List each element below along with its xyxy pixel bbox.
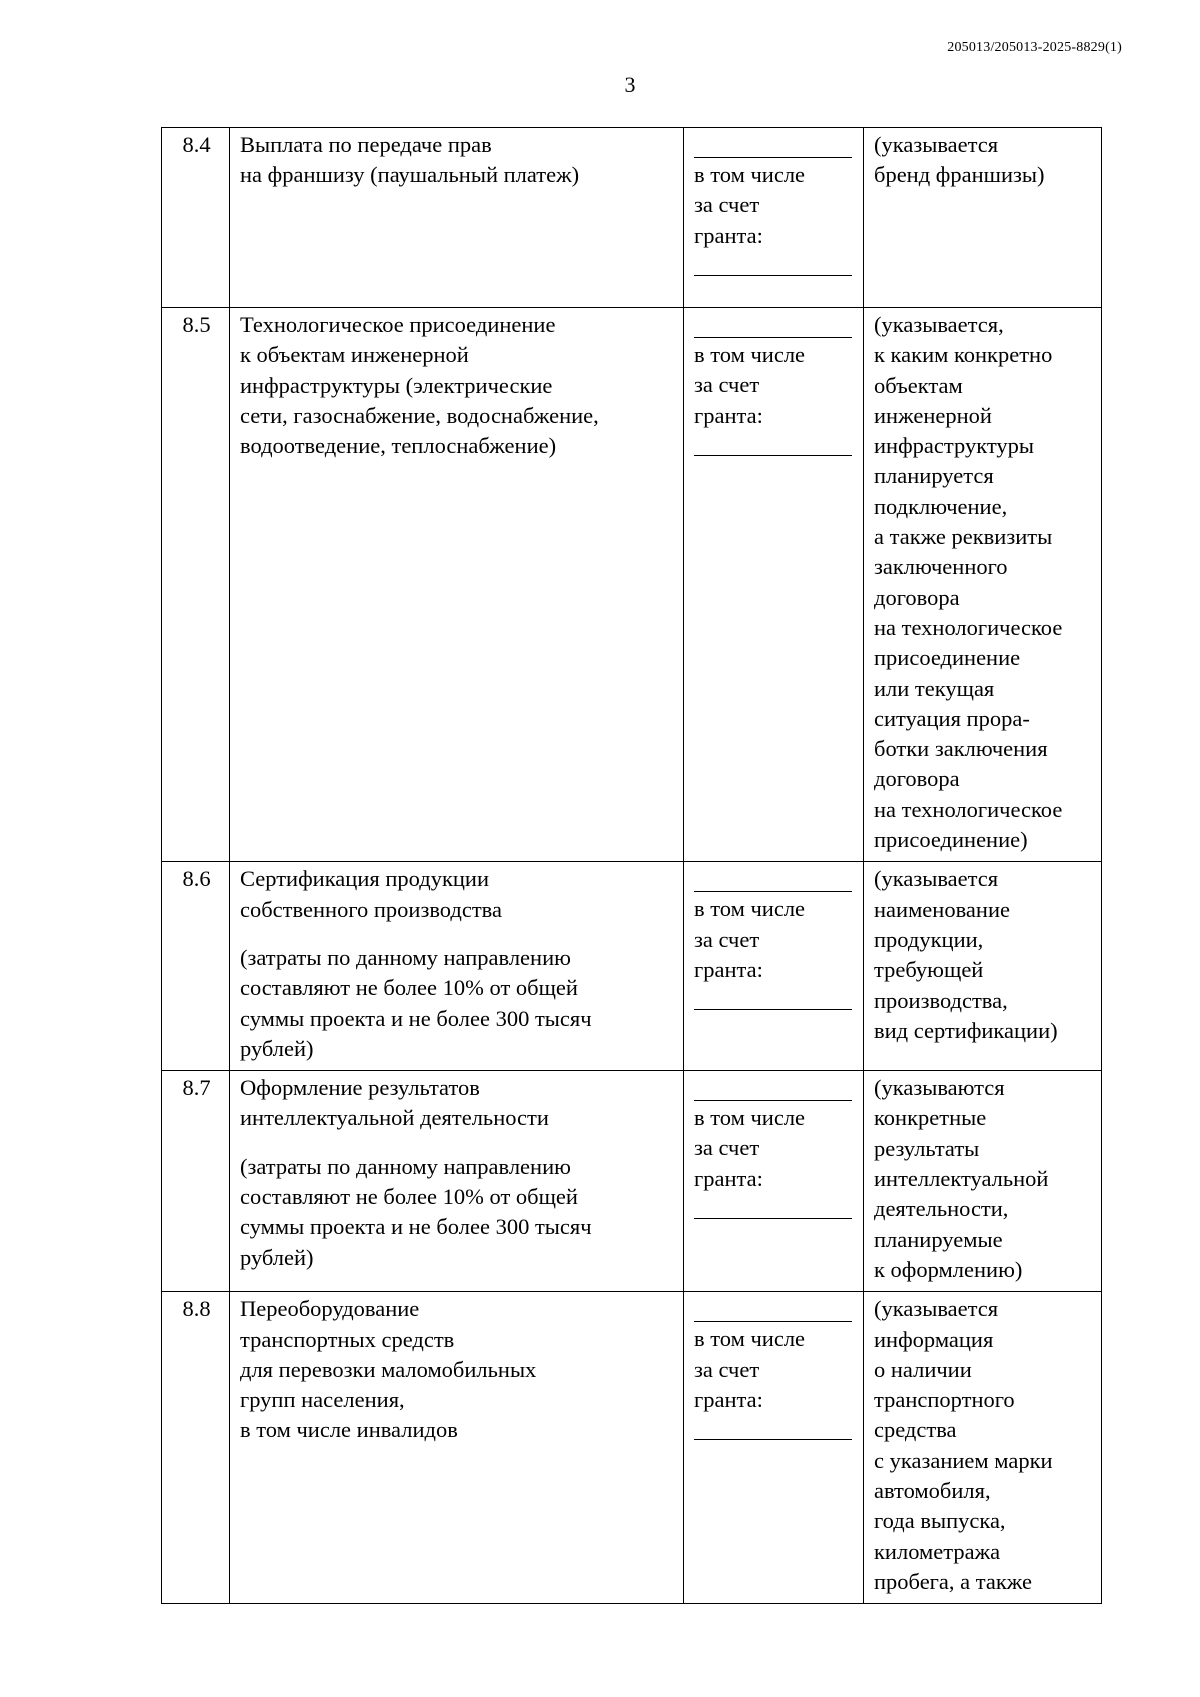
expense-name-cell <box>230 1071 684 1292</box>
instruction-line: заключенного <box>874 554 1008 580</box>
expense-limit-note <box>240 1152 675 1273</box>
instruction-line: пробега, а также <box>874 1568 1033 1594</box>
instruction-line: ботки заключения <box>874 736 1048 762</box>
expense-table <box>161 127 1102 1604</box>
expense-name-line: транспортных средств <box>240 1326 455 1352</box>
instruction-line: транспортного <box>874 1387 1015 1413</box>
document-id: 205013/205013-2025-8829(1) <box>947 40 1122 55</box>
instruction-line: года выпуска, <box>874 1508 1006 1534</box>
total-amount-blank <box>694 1100 852 1101</box>
grant-share-label-line: гранта: <box>694 1386 763 1412</box>
instruction-line: конкретные <box>874 1105 987 1131</box>
instruction-line: информация <box>874 1326 994 1352</box>
grant-share-label <box>694 894 855 985</box>
expense-name-cell <box>230 308 684 862</box>
expense-name-line: водоотведение, теплоснабжение) <box>240 433 557 459</box>
expense-limit-note-line: (затраты по данному направлению <box>240 944 571 970</box>
instruction-line: наименование <box>874 896 1010 922</box>
instruction-line: (указывается <box>874 1296 999 1322</box>
instruction-line: к оформлению) <box>874 1256 1023 1282</box>
grant-share-label-line: в том числе <box>694 896 806 922</box>
grant-share-label-line: в том числе <box>694 1105 806 1131</box>
instruction-line: деятельности, <box>874 1196 1009 1222</box>
expense-name-line: Сертификация продукции <box>240 866 489 892</box>
row-number: 8.5 <box>162 308 230 862</box>
grant-share-label-line: в том числе <box>694 1326 806 1352</box>
expense-name-line: интеллектуальной деятельности <box>240 1105 549 1131</box>
grant-share-label-line: за счет <box>694 926 760 952</box>
expense-limit-note-line: составляют не более 10% от общей <box>240 1184 578 1210</box>
grant-share-label-line: за счет <box>694 192 760 218</box>
table-row <box>162 128 1102 308</box>
total-amount-blank <box>694 891 852 892</box>
row-number: 8.6 <box>162 862 230 1071</box>
expense-limit-note <box>240 943 675 1064</box>
grant-amount-blank <box>694 275 852 276</box>
grant-share-label <box>694 160 855 251</box>
instruction-line: (указываются <box>874 1075 1005 1101</box>
grant-share-label-line: за счет <box>694 1356 760 1382</box>
amount-cell <box>684 128 864 308</box>
table-row <box>162 1071 1102 1292</box>
grant-share-label-line: за счет <box>694 1135 760 1161</box>
expense-name-line: Технологическое присоединение <box>240 312 556 337</box>
instruction-line: договора <box>874 766 960 792</box>
instruction-line: присоединение) <box>874 827 1028 853</box>
grant-share-label-line: в том числе <box>694 342 806 367</box>
grant-share-label <box>694 1103 855 1194</box>
grant-share-label <box>694 340 855 431</box>
instruction-line: инженерной <box>874 402 992 428</box>
expense-name-line: собственного производства <box>240 896 502 922</box>
instruction-line: ситуация прора- <box>874 705 1030 731</box>
table-row <box>162 862 1102 1071</box>
expense-name-cell <box>230 1292 684 1604</box>
instruction-line: средства <box>874 1417 957 1443</box>
amount-cell <box>684 308 864 862</box>
grant-share-label <box>694 1324 855 1415</box>
instruction-line: вид сертификации) <box>874 1017 1058 1043</box>
expense-name-cell <box>230 128 684 308</box>
grant-share-label-line: гранта: <box>694 222 763 248</box>
instruction-line: планируемые <box>874 1226 1003 1252</box>
expense-limit-note-line: суммы проекта и не более 300 тысяч <box>240 1214 592 1240</box>
expense-name-line: на франшизу (паушальный платеж) <box>240 162 580 188</box>
instruction-line: присоединение <box>874 645 1021 671</box>
grant-share-label-line: за счет <box>694 372 760 398</box>
instruction-line: производства, <box>874 987 1008 1013</box>
expense-name-line: Оформление результатов <box>240 1075 480 1101</box>
table-row <box>162 1292 1102 1604</box>
row-number: 8.4 <box>162 128 230 308</box>
instruction-cell <box>864 1071 1102 1292</box>
instruction-line: результаты <box>874 1135 980 1161</box>
total-amount-blank <box>694 337 852 338</box>
instruction-line: бренд франшизы) <box>874 162 1045 188</box>
instruction-line: о наличии <box>874 1356 972 1382</box>
instruction-line: к каким конкретно <box>874 342 1053 368</box>
grant-share-label-line: в том числе <box>694 162 806 187</box>
total-amount-blank <box>694 1321 852 1322</box>
expense-name-line: Переоборудование <box>240 1296 420 1322</box>
expense-limit-note-line: (затраты по данному направлению <box>240 1153 571 1179</box>
instruction-line: продукции, <box>874 926 984 952</box>
expense-name-line: сети, газоснабжение, водоснабжение, <box>240 402 599 428</box>
expense-name-line: к объектам инженерной <box>240 342 469 368</box>
instruction-line: (указывается <box>874 866 999 892</box>
instruction-line: на технологическое <box>874 796 1063 822</box>
instruction-line: инфраструктуры <box>874 433 1034 459</box>
expense-name-cell <box>230 862 684 1071</box>
instruction-line: а также реквизиты <box>874 524 1053 550</box>
row-number: 8.7 <box>162 1071 230 1292</box>
instruction-cell <box>864 128 1102 308</box>
instruction-line: договора <box>874 584 960 610</box>
grant-amount-blank <box>694 1218 852 1219</box>
amount-cell <box>684 1292 864 1604</box>
instruction-line: интеллектуальной <box>874 1166 1049 1192</box>
instruction-line: на технологическое <box>874 614 1063 640</box>
instruction-line: (указывается <box>874 132 999 157</box>
amount-cell <box>684 862 864 1071</box>
expense-limit-note-line: рублей) <box>240 1035 314 1061</box>
expense-limit-note-line: суммы проекта и не более 300 тысяч <box>240 1005 592 1031</box>
expense-name-line: для перевозки маломобильных <box>240 1356 537 1382</box>
grant-share-label-line: гранта: <box>694 402 763 428</box>
grant-share-label-line: гранта: <box>694 1165 763 1191</box>
expense-limit-note-line: составляют не более 10% от общей <box>240 975 578 1001</box>
instruction-line: автомобиля, <box>874 1477 991 1503</box>
row-number: 8.8 <box>162 1292 230 1604</box>
instruction-cell <box>864 1292 1102 1604</box>
instruction-line: или текущая <box>874 675 995 701</box>
grant-amount-blank <box>694 455 852 456</box>
total-amount-blank <box>694 157 852 158</box>
instruction-line: подключение, <box>874 493 1008 519</box>
expense-name-line: инфраструктуры (электрические <box>240 372 553 398</box>
instruction-line: объектам <box>874 372 963 398</box>
expense-name-line: Выплата по передаче прав <box>240 132 492 157</box>
instruction-line: километража <box>874 1538 1001 1564</box>
page-number: 3 <box>624 72 636 97</box>
grant-amount-blank <box>694 1439 852 1440</box>
instruction-cell <box>864 862 1102 1071</box>
table-row <box>162 308 1102 862</box>
expense-limit-note-line: рублей) <box>240 1244 314 1270</box>
expense-name-line: в том числе инвалидов <box>240 1417 458 1443</box>
expense-table-body <box>162 128 1102 1604</box>
grant-share-label-line: гранта: <box>694 956 763 982</box>
instruction-line: с указанием марки <box>874 1447 1053 1473</box>
instruction-cell <box>864 308 1102 862</box>
instruction-line: (указывается, <box>874 312 1004 337</box>
grant-amount-blank <box>694 1009 852 1010</box>
amount-cell <box>684 1071 864 1292</box>
instruction-line: планируется <box>874 463 994 489</box>
instruction-line: требующей <box>874 957 984 983</box>
expense-name-line: групп населения, <box>240 1387 405 1413</box>
